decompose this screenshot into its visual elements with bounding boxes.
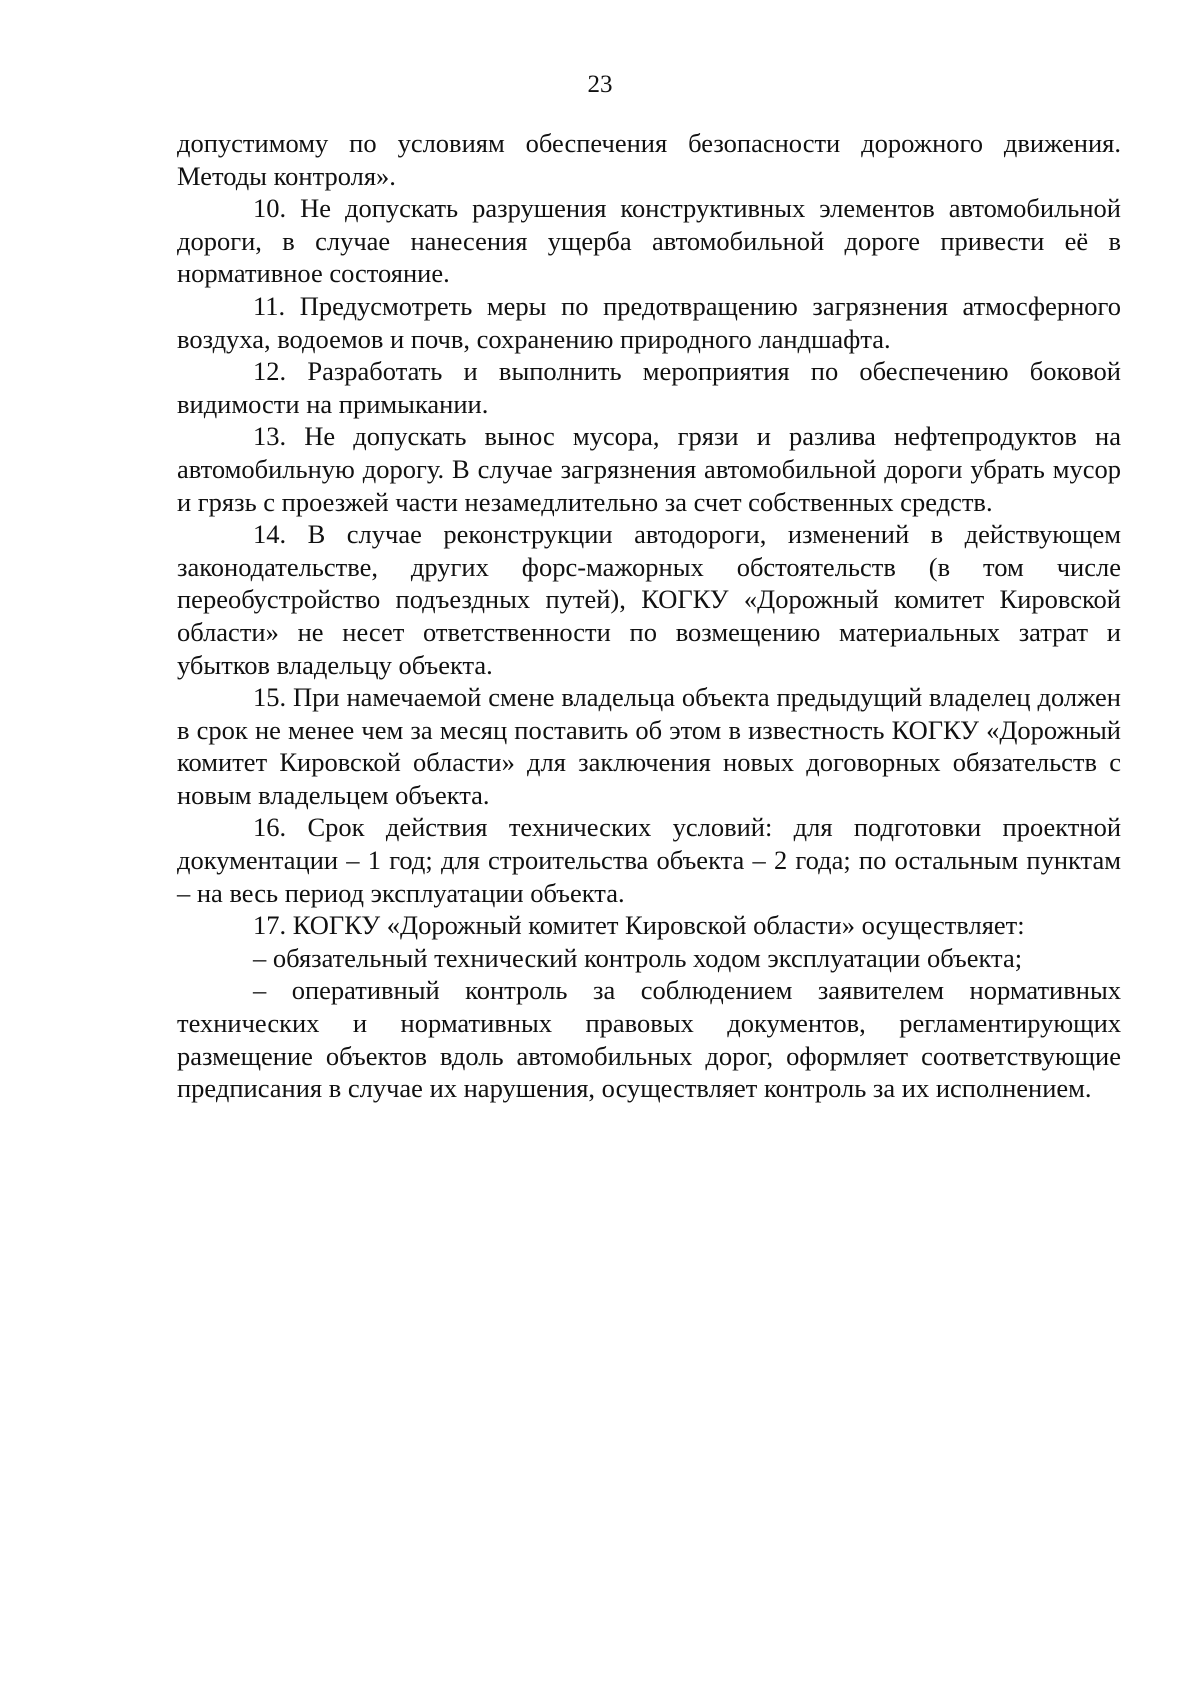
page-number: 23	[587, 71, 613, 98]
paragraph-item-14: 14. В случае реконструкции автодороги, изменений в действующем законодательстве, других форс-мажорных обстоятельств (в том числе переобустройство подъездных путей), КОГКУ «Дорожный комитет Кировской области» не несет ответственности по возмещению материальных затрат и убытков владельцу объекта.	[177, 519, 1121, 680]
paragraph-item-12: 12. Разработать и выполнить мероприятия по обеспечению боковой видимости на примыкании.	[177, 356, 1121, 419]
paragraph-item-13: 13. Не допускать вынос мусора, грязи и разлива нефтепродуктов на автомобильную дорогу. В случае загрязнения автомобильной дороги убрать мусор и грязь с проезжей части незамедлительно за счет собственных средств.	[177, 421, 1121, 517]
paragraph-item-16: 16. Срок действия технических условий: для подготовки проектной документации – 1 год; для строительства объекта – 2 года; по остальным пунктам – на весь период эксплуатации объекта.	[177, 812, 1121, 908]
paragraph-item-10: 10. Не допускать разрушения конструктивных элементов автомобильной дороги, в случае нанесения ущерба автомобильной дороге привести её в нормативное состояние.	[177, 193, 1121, 289]
paragraph-item-11: 11. Предусмотреть меры по предотвращению загрязнения атмосферного воздуха, водоемов и почв, сохранению природного ландшафта.	[177, 290, 1121, 354]
document-body	[177, 127, 1121, 1105]
list-item-operational-control: – оперативный контроль за соблюдением заявителем нормативных технических и нормативных правовых документов, регламентирующих размещение объектов вдоль автомобильных дорог, оформляет соответствующие предписания в случае их нарушения, осуществляет контроль за их исполнением.	[177, 975, 1121, 1104]
paragraph-continuation: допустимому по условиям обеспечения безопасности дорожного движения. Методы контроля».	[177, 128, 1121, 191]
paragraph-item-17: 17. КОГКУ «Дорожный комитет Кировской области» осуществляет:	[253, 910, 1025, 941]
list-item-technical-control: – обязательный технический контроль ходом эксплуатации объекта;	[253, 942, 1023, 973]
paragraph-item-15: 15. При намечаемой смене владельца объекта предыдущий владелец должен в срок не менее чем за месяц поставить об этом в известность КОГКУ «Дорожный комитет Кировской области» для заключения новых договорных обязательств с новым владельцем объекта.	[177, 682, 1121, 810]
